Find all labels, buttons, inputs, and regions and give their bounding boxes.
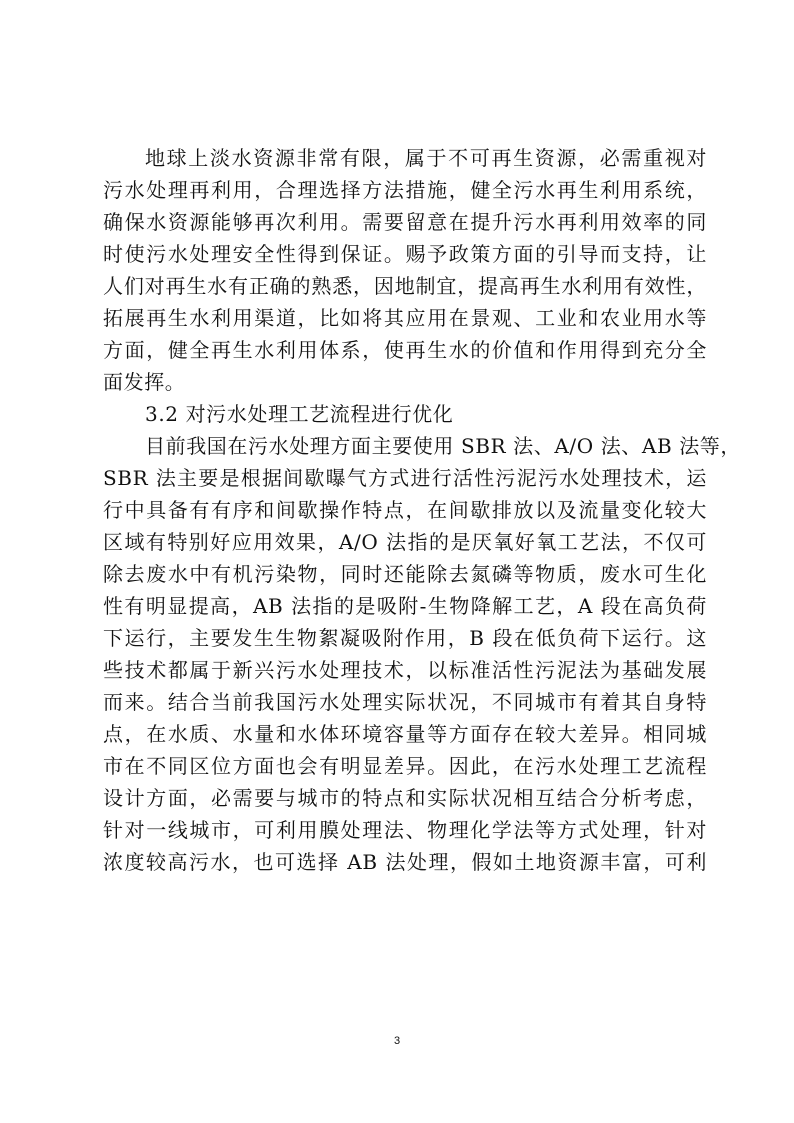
paragraph-2-line-1: 目前我国在污水处理方面主要使用 SBR 法、A/O 法、AB 法等， [145, 434, 742, 458]
paragraph-2-line-12: 设计方面，必需要与城市的特点和实际状况相互结合分析考虑， [103, 786, 707, 810]
paragraph-1-line-1: 地球上淡水资源非常有限，属于不可再生资源，必需重视对 [145, 146, 707, 170]
paragraph-2-line-7: 下运行，主要发生生物絮凝吸附作用，B 段在低负荷下运行。这 [103, 626, 707, 650]
paragraph-2-line-11: 市在不同区位方面也会有明显差异。因此，在污水处理工艺流程 [103, 754, 707, 778]
paragraph-1-line-5: 人们对再生水有正确的熟悉，因地制宜，提高再生水利用有效性， [103, 274, 707, 298]
paragraph-1-line-4: 时使污水处理安全性得到保证。赐予政策方面的引导而支持，让 [103, 242, 707, 266]
paragraph-2-line-5: 除去废水中有机污染物，同时还能除去氮磷等物质，废水可生化 [103, 562, 707, 586]
paragraph-2-line-2: SBR 法主要是根据间歇曝气方式进行活性污泥污水处理技术，运 [103, 466, 707, 490]
paragraph-2-line-10: 点，在水质、水量和水体环境容量等方面存在较大差异。相同城 [103, 722, 707, 746]
paragraph-1-line-6: 拓展再生水利用渠道，比如将其应用在景观、工业和农业用水等 [103, 306, 707, 330]
page-number: 3 [393, 1035, 401, 1047]
paragraph-2-line-8: 些技术都属于新兴污水处理技术，以标准活性污泥法为基础发展 [103, 658, 707, 682]
paragraph-1-line-3: 确保水资源能够再次利用。需要留意在提升污水再利用效率的同 [103, 210, 707, 234]
paragraph-2-line-3: 行中具备有有序和间歇操作特点，在间歇排放以及流量变化较大 [103, 498, 707, 522]
paragraph-2-line-14: 浓度较高污水，也可选择 AB 法处理，假如土地资源丰富，可利 [103, 850, 707, 874]
paragraph-2-line-6: 性有明显提高，AB 法指的是吸附-生物降解工艺，A 段在高负荷 [103, 594, 707, 618]
paragraph-2-line-9: 而来。结合当前我国污水处理实际状况，不同城市有着其自身特 [103, 690, 707, 714]
section-heading: 3.2 对污水处理工艺流程进行优化 [145, 402, 454, 426]
paragraph-1-line-8: 面发挥。 [103, 370, 186, 394]
paragraph-2-line-4: 区域有特别好应用效果，A/O 法指的是厌氧好氧工艺法，不仅可 [103, 530, 707, 554]
paragraph-1-line-7: 方面，健全再生水利用体系，使再生水的价值和作用得到充分全 [103, 338, 707, 362]
paragraph-2-line-13: 针对一线城市，可利用膜处理法、物理化学法等方式处理，针对 [103, 818, 707, 842]
paragraph-1-line-2: 污水处理再利用，合理选择方法措施，健全污水再生利用系统， [103, 178, 707, 202]
